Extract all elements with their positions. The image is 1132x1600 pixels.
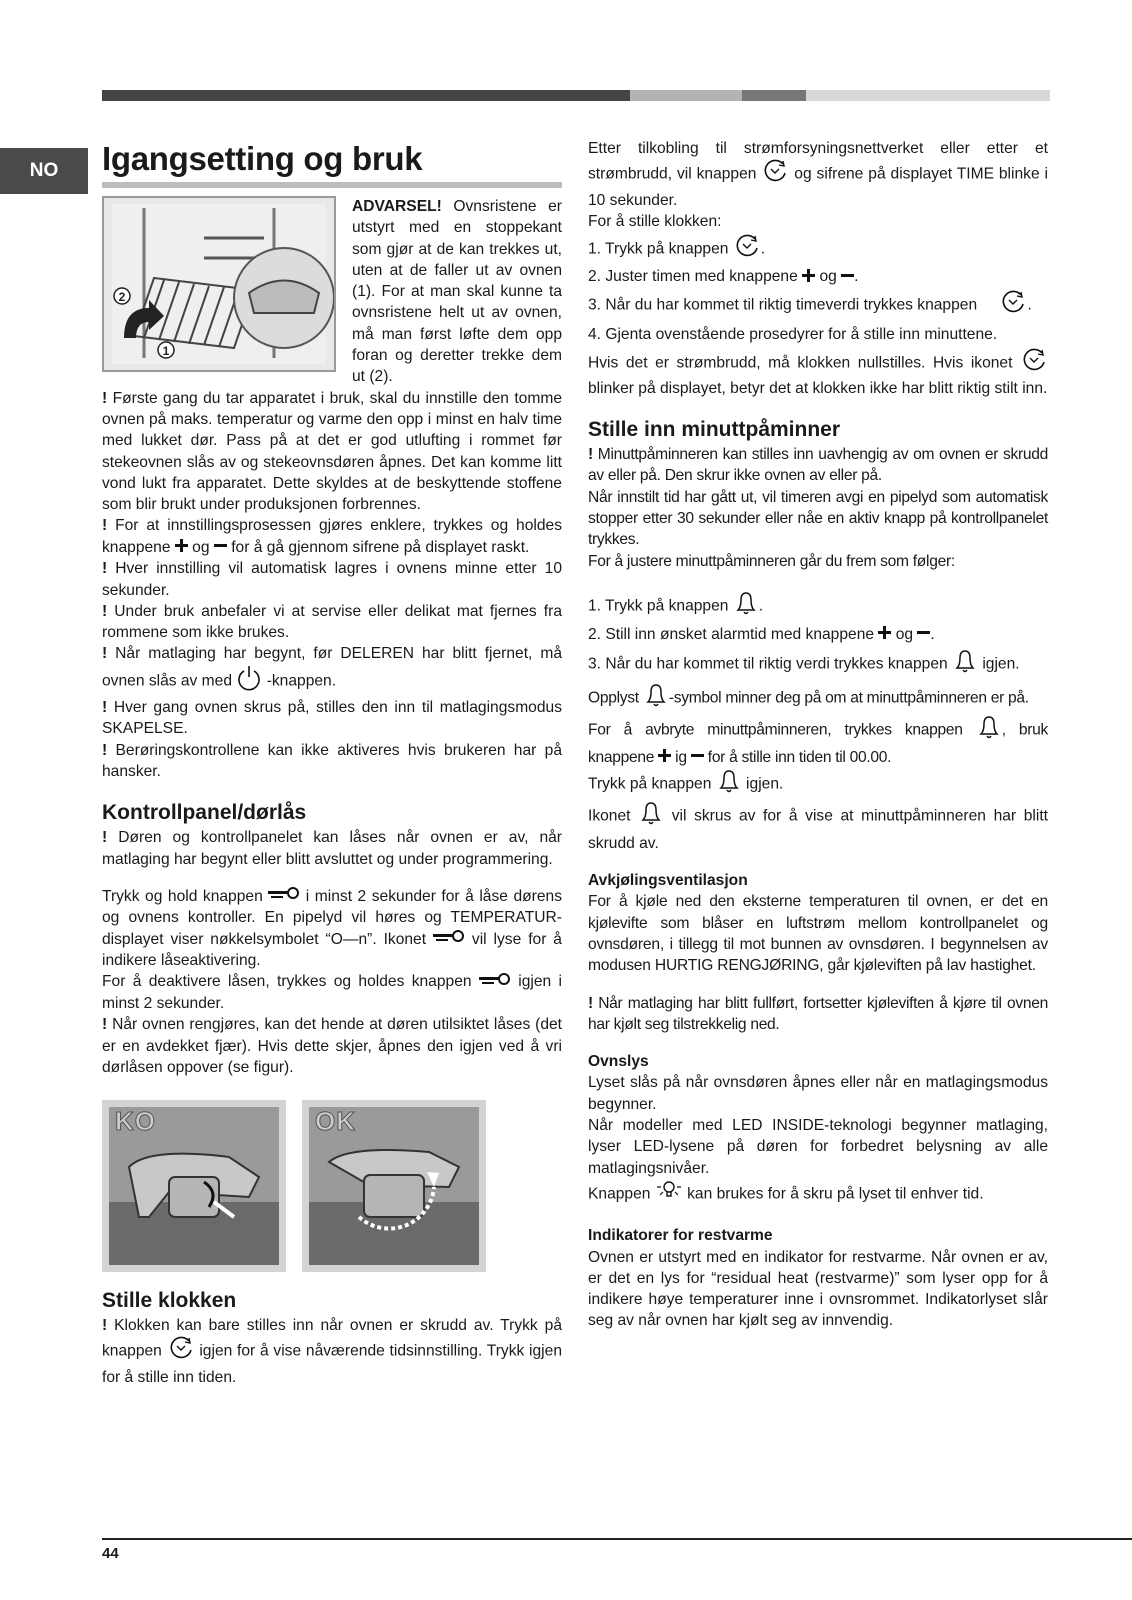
paragraph: ! Første gang du tar apparatet i bruk, skal du innstille den tomme ovnen på maks. temperatur og varme den opp i minst en halv time med lukket dør. Pass på at det er god utlufting i rommet før stekeovnen slås av og stekeovnsdøren åpnes. Det kan komme litt vond lukt fra apparatet. Dette skyldes at de beskyttende stoffene som blir brukt under produksjonen forbrennes. xyxy=(102,389,562,514)
figure-label-ko: KO xyxy=(115,1106,156,1137)
right-column xyxy=(588,138,1048,1332)
paragraph: Ikonet vil skrus av for å vise at minuttpåminneren har blitt skrudd av. xyxy=(588,800,1048,854)
language-tab: NO xyxy=(0,148,88,194)
paragraph: Trykk og hold knappen i minst 2 sekunder for å låse dørens og ovnens kontroller. En pipelyd vil høres og TEMPERATUR-displayet viser nøkkelsymbolet “O—n”. Ikonet vil lyse for å indikere låseaktivering. xyxy=(102,887,562,970)
key-icon xyxy=(433,929,465,950)
paragraph: Når modeller med LED INSIDE-teknologi begynner matlaging, lyser LED-lysene på døren for forbedret belysning av alle matlagingsnivåer. xyxy=(588,1117,1048,1177)
paragraph: Knappen kan brukes for å skru på lyset til enhver tid. xyxy=(588,1179,1048,1209)
paragraph: ! For at innstillingsprosessen gjøres enklere, trykkes og holdes knappene og for å gå gjennom sifrene på displayet raskt. xyxy=(102,515,562,558)
warning-text: ADVARSEL! Ovnsristene er utstyrt med en stoppekant som gjør at de kan trekkes ut, uten at de faller ut av ovnen (1). For at man skal kunne ta ovnsristene helt ut av ovnen, må man først løfte dem opp foran og deretter trekke dem ut (2). xyxy=(352,198,562,386)
door-lock-figure-ok xyxy=(302,1100,486,1272)
warning-block xyxy=(102,196,562,388)
power-icon xyxy=(236,665,262,697)
paragraph: Lyset slås på når ovnsdøren åpnes eller når en matlagingsmodus begynner. xyxy=(588,1074,1048,1113)
list-item: 2. Still inn ønsket alarmtid med knappene og . xyxy=(588,624,1048,646)
door-lock-figure-ko xyxy=(102,1100,286,1272)
section-heading-light: Ovnslys xyxy=(588,1053,649,1071)
clock-icon xyxy=(167,1336,195,1366)
list-item: 2. Juster timen med knappene og . xyxy=(588,266,1048,288)
page-title: Igangsetting og bruk xyxy=(102,140,562,188)
paragraph: ! Hver innstilling vil automatisk lagres i ovnens minne etter 10 sekunder. xyxy=(102,560,562,599)
paragraph: Opplyst -symbol minner deg på om at minuttpåminneren er på. xyxy=(588,682,1048,714)
clock-icon xyxy=(733,234,761,264)
paragraph: ! Under bruk anbefaler vi at servise eller delikat mat fjernes fra rommene som ikke brukes. xyxy=(102,602,562,642)
bell-icon xyxy=(716,768,742,800)
section-heading-clock: Stille klokken xyxy=(102,1289,237,1313)
paragraph: ! Døren og kontrollpanelet kan låses når ovnen er av, når matlaging har begynt eller blitt avsluttet og under programmering. xyxy=(102,829,562,868)
figure-label-1: 1 xyxy=(162,344,170,358)
paragraph: ! Klokken kan bare stilles inn når ovnen er skrudd av. Trykk på knappen igjen for å vise nåværende tidsinnstilling. Trykk igjen for å stille inn tiden. xyxy=(102,1317,562,1386)
paragraph: ! Når ovnen rengjøres, kan det hende at døren utilsiktet låses (det er en avdekket fjær). Hvis dette skjer, åpnes den igjen ved å vri dørlåsen oppover (se figur). xyxy=(102,1016,562,1076)
paragraph: For å deaktivere låsen, trykkes og holdes knappen igjen i minst 2 sekunder. xyxy=(102,973,563,1012)
minus-icon xyxy=(214,537,227,558)
timer-steps xyxy=(588,590,1048,680)
paragraph: ! Minuttpåminneren kan stilles inn uavhengig av om ovnen er skrudd av eller på. Den skrur ikke ovnen av eller på. xyxy=(588,446,1048,485)
paragraph: For å avbryte minuttpåminneren, trykkes knappen , bruk knappene ig for å stille inn tiden til 00.00. xyxy=(588,714,1048,768)
plus-icon xyxy=(175,537,188,558)
list-item: 4. Gjenta ovenstående prosedyrer for å stille inn minuttene. xyxy=(588,326,998,344)
list-item: 3. Når du har kommet til riktig verdi trykkes knappen igjen. xyxy=(588,648,1048,680)
paragraph: For å kjøle ned den eksterne temperaturen til ovnen, er det en kjølevifte som blåser en luftstrøm mellom kontrollpanelet og ovnsdøren, i tillegg til mot bunnen av ovnsdøren. I begynnelsen av modusen HURTIG RENGJØRING, går kjøleviften på lav hastighet. xyxy=(588,893,1048,975)
bell-icon xyxy=(952,648,978,680)
figure-label-2: 2 xyxy=(118,290,126,304)
bar-segment xyxy=(630,90,742,101)
footer-rule xyxy=(102,1538,1132,1540)
paragraph: Når innstilt tid har gått ut, vil timeren avgi en pipelyd som automatisk stopper etter 30 sekunder eller nåe en aktiv knapp på kontrollpanelet trykkes. xyxy=(588,488,1048,549)
plus-icon xyxy=(802,267,815,288)
key-icon xyxy=(479,972,511,993)
warning-label: ADVARSEL! xyxy=(352,198,442,215)
list-item: 1. Trykk på knappen . xyxy=(588,590,1048,622)
minus-icon xyxy=(841,267,854,288)
paragraph: ! Hver gang ovnen skrus på, stilles den inn til matlagingsmodus SKAPELSE. xyxy=(102,699,562,738)
paragraph: Ovnen er utstyrt med en indikator for restvarme. Når ovnen er av, er det en lys for “residual heat (restvarme)” som lyser opp for å indikere høye temperaturer inne i ovnsrommet. Indikatorlyset slår seg av når ovnen har kjølt seg av innvendig. xyxy=(588,1248,1048,1330)
key-icon xyxy=(268,886,300,907)
list-item: 3. Når du har kommet til riktig timeverdi trykkes knappen . xyxy=(588,290,1048,320)
light-bulb-icon xyxy=(655,1179,683,1209)
paragraph: ! Når matlaging har begynt, før DELEREN har blitt fjernet, må ovnen slås av med -knappen. xyxy=(102,643,562,697)
section-heading-vent: Avkjølingsventilasjon xyxy=(588,872,748,890)
section-heading-residual: Indikatorer for restvarme xyxy=(588,1227,773,1245)
bar-segment xyxy=(742,90,806,101)
paragraph: ! Når matlaging har blitt fullført, fortsetter kjøleviften å kjøre til ovnen har kjølt seg tilstrekkelig ned. xyxy=(588,994,1048,1033)
bell-icon xyxy=(733,590,759,622)
paragraph: For å stille klokken: xyxy=(588,212,722,230)
clock-icon xyxy=(999,290,1027,320)
section-heading-lock: Kontrollpanel/dørlås xyxy=(102,801,307,825)
bell-icon xyxy=(643,682,669,714)
paragraph: Trykk på knappen igjen. xyxy=(588,768,1048,800)
minus-icon xyxy=(917,624,930,645)
plus-icon xyxy=(658,747,671,768)
top-decorative-bar xyxy=(102,90,1050,101)
bar-segment xyxy=(102,90,630,101)
paragraph: Hvis det er strømbrudd, må klokken nullstilles. Hvis ikonet blinker på displayet, betyr det at klokken ikke har blitt riktig stilt inn. xyxy=(588,348,1048,400)
paragraph: Etter tilkobling til strømforsyningsnettverket eller etter et strømbrudd, vil knappen og sifrene på displayet TIME blinke i 10 sekunder. xyxy=(588,140,1049,209)
bar-segment xyxy=(806,90,1050,101)
bell-icon xyxy=(638,800,664,832)
page-number: 44 xyxy=(102,1545,119,1562)
bell-icon xyxy=(976,714,1002,746)
list-item: 1. Trykk på knappen . xyxy=(588,234,1048,264)
clock-steps xyxy=(588,234,1048,345)
paragraph: For å justere minuttpåminneren går du frem som følger: xyxy=(588,552,955,570)
minus-icon xyxy=(691,747,704,768)
section-heading-timer: Stille inn minuttpåminner xyxy=(588,418,841,442)
plus-icon xyxy=(878,624,891,645)
clock-icon xyxy=(761,159,789,189)
clock-icon xyxy=(1020,348,1048,378)
left-column xyxy=(102,140,562,1388)
oven-rack-figure xyxy=(102,196,336,372)
paragraph: ! Berøringskontrollene kan ikke aktiveres hvis brukeren har på hansker. xyxy=(102,741,562,780)
figure-label-ok: OK xyxy=(315,1106,356,1137)
door-lock-figures xyxy=(102,1100,562,1272)
